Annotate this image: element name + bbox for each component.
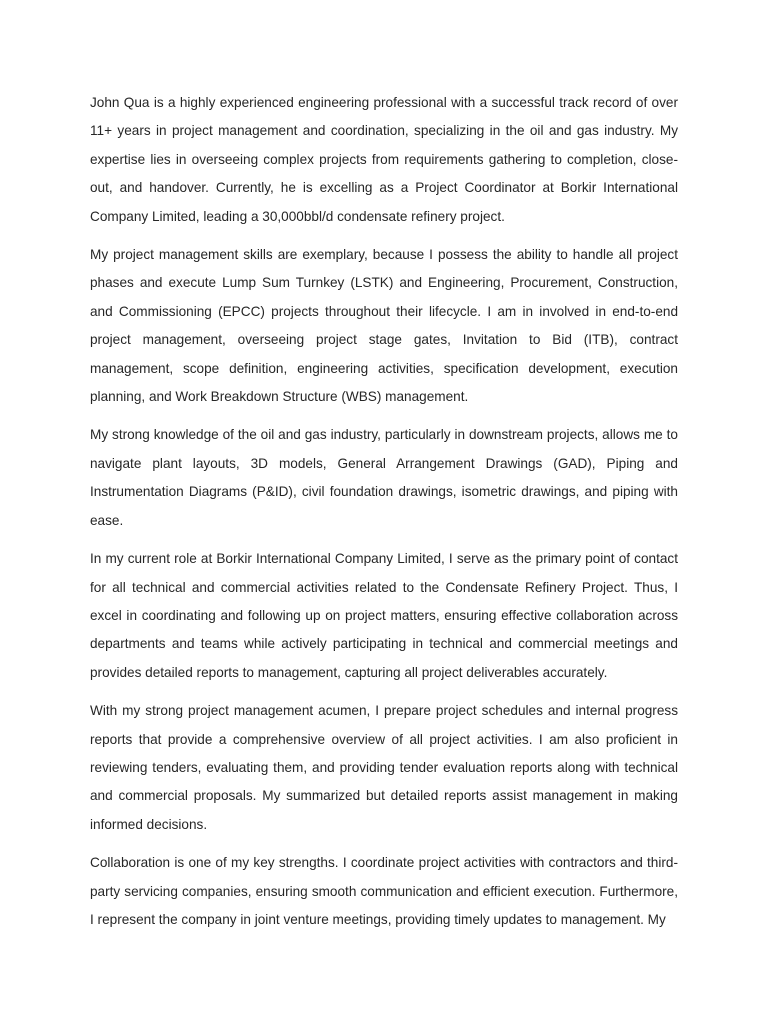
paragraph-reporting: With my strong project management acumen, I prepare project schedules and internal progress reports that provide a comprehensive overview of all project activities. I am also proficient in reviewing tenders, evaluating them, and providing tender evaluation reports along with technical and commercial proposals. My summarized but detailed reports assist management in making informed decisions. [90, 703, 678, 832]
paragraph-project-management: My project management skills are exemplary, because I possess the ability to handle all project phases and execute Lump Sum Turnkey (LSTK) and Engineering, Procurement, Construction, and Commissioning (EPCC) projects throughout their lifecycle. I am in involved in end-to-end project management, overseeing project stage gates, Invitation to Bid (ITB), contract management, scope definition, engineering activities, specification development, execution planning, and Work Breakdown Structure (WBS) management. [90, 247, 678, 405]
paragraph-industry-knowledge: My strong knowledge of the oil and gas industry, particularly in downstream projects, allows me to navigate plant layouts, 3D models, General Arrangement Drawings (GAD), Piping and Instrumentation Diagrams (P&ID), civil foundation drawings, isometric drawings, and piping with ease. [90, 427, 678, 528]
document-page [90, 89, 678, 944]
paragraph-current-role: In my current role at Borkir International Company Limited, I serve as the primary point of contact for all technical and commercial activities related to the Condensate Refinery Project. Thus, I excel in coordinating and following up on project matters, ensuring effective collaboration across departments and teams while actively participating in technical and commercial meetings and provides detailed reports to management, capturing all project deliverables accurately. [90, 551, 678, 680]
paragraph-intro: John Qua is a highly experienced engineering professional with a successful track record of over 11+ years in project management and coordination, specializing in the oil and gas industry. My expertise lies in overseeing complex projects from requirements gathering to completion, close-out, and handover. Currently, he is excelling as a Project Coordinator at Borkir International Company Limited, leading a 30,000bbl/d condensate refinery project. [90, 95, 678, 224]
paragraph-collaboration: Collaboration is one of my key strengths. I coordinate project activities with contractors and third-party servicing companies, ensuring smooth communication and efficient execution. Furthermore, I represent the company in joint venture meetings, providing timely updates to management. My [90, 855, 678, 927]
